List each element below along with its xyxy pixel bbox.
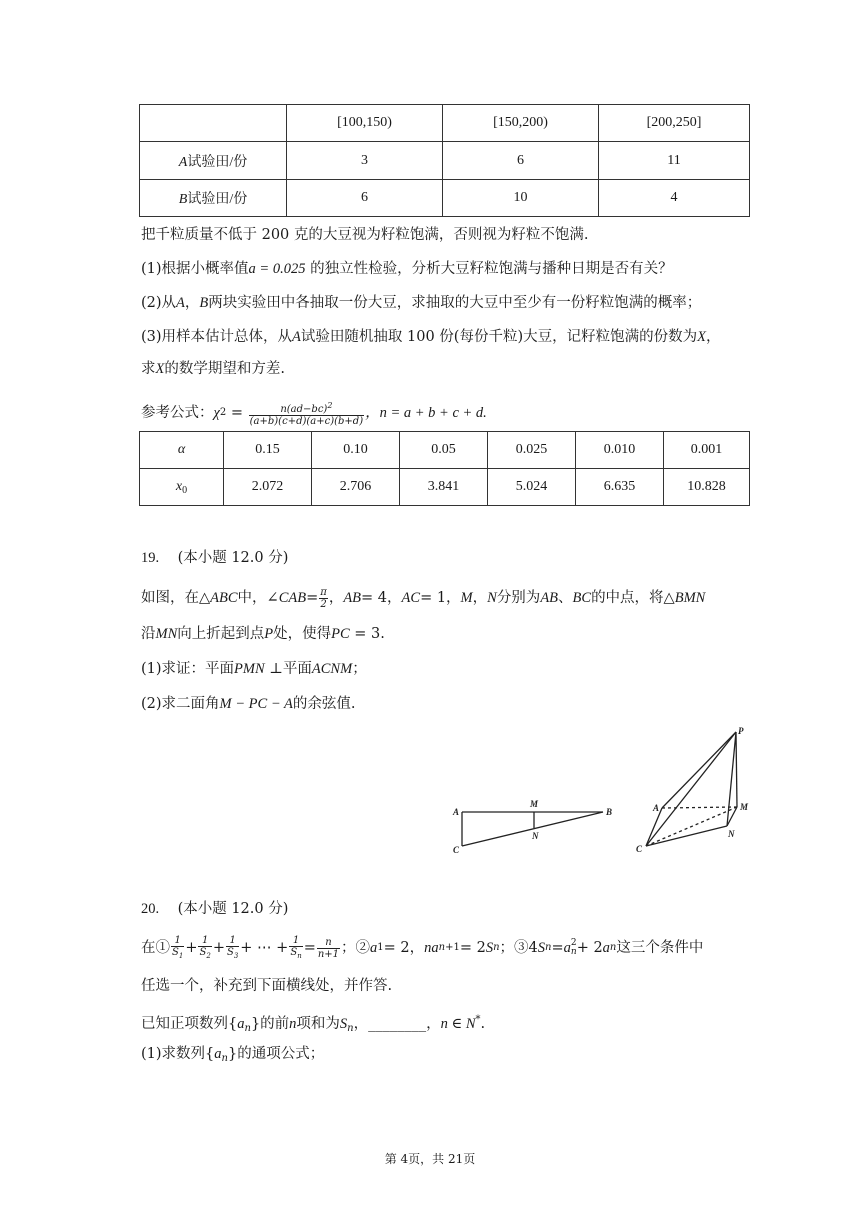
table-cell: 0.010	[576, 432, 664, 469]
table-cell: 6	[287, 180, 443, 217]
page-footer: 第 4页，共 21页	[384, 1152, 476, 1166]
label-P: P	[738, 726, 744, 736]
chi-square-fraction: $\frac{n(ad-bc)^2}{(a+b)(c+d)(a+c)(b+d)}$	[249, 400, 364, 427]
table-cell: 6.635	[576, 469, 664, 506]
x0-label: $x_0$	[140, 469, 224, 506]
label-A: A	[453, 807, 460, 817]
label-C: C	[453, 845, 460, 855]
table-header-cell: [100,150)	[287, 105, 443, 142]
q18-part3-cont: 求X的数学期望和方差.	[141, 361, 285, 377]
q18-part1: (1)根据小概率值a = 0.025 的独立性检验，分析大豆籽粒饱满与播种日期是否有关？	[141, 261, 673, 277]
row-label: A试验田/份	[140, 142, 287, 180]
table-cell: 2.706	[312, 469, 400, 506]
table-cell: 11	[599, 142, 750, 180]
table-cell: 10.828	[664, 469, 750, 506]
q20-part1: (1)求数列$\{a_n\}$的通项公式；	[141, 1046, 325, 1064]
q19-heading: 19. (本小题 12.0 分)	[141, 550, 289, 566]
table-cell: 6	[443, 142, 599, 180]
row-label: B试验田/份	[140, 180, 287, 217]
label-M: M	[530, 799, 539, 809]
answer-blank: ________	[368, 1016, 427, 1032]
critical-value-table	[139, 431, 750, 506]
table-header-cell: [200,250]	[599, 105, 750, 142]
q19-statement: 如图，在△ ABC 中，∠ CAB = $\frac{\pi}{2}$ ， AB = 4， AC = 1， M ， N 分别为 AB 、 BC 的中点，将△ BMN	[141, 586, 706, 610]
folded-pyramid-figure	[646, 732, 737, 846]
table-cell: 0.15	[224, 432, 312, 469]
table-cell: 0.025	[488, 432, 576, 469]
edge-PC	[646, 732, 736, 846]
table-cell: 2.072	[224, 469, 312, 506]
q20-given: 已知正项数列$\{a_n\}$的前n项和为$S_n$，________，n ∈ N*.	[141, 1014, 486, 1034]
q20-heading: 20. (本小题 12.0 分)	[141, 901, 289, 917]
table-cell: 5.024	[488, 469, 576, 506]
reference-formula: 参考公式： χ 2 = $\frac{n(ad-bc)^2}{(a+b)(c+d)(a+c)(b+d)}$ ，n = a + b + c + d.	[141, 400, 487, 427]
table-row	[140, 142, 750, 180]
table-row	[140, 469, 750, 506]
label-C2: C	[636, 844, 643, 854]
q19-figures	[440, 725, 770, 855]
sample-table	[139, 104, 750, 217]
edge-AM-hidden	[662, 807, 737, 808]
q18-part3: (3)用样本估计总体，从A试验田随机抽取 100 份(每份千粒)大豆，记籽粒饱满的份数为X，	[141, 329, 721, 345]
q19-part1: (1)求证：平面PMN ⊥平面ACNM；	[141, 661, 367, 677]
table-cell: 0.001	[664, 432, 750, 469]
q20-instruction: 任选一个，补充到下面横线处，并作答.	[141, 978, 393, 994]
table-header-cell: [150,200)	[443, 105, 599, 142]
table-cell: 4	[599, 180, 750, 217]
q20-conditions: 在① $\frac{1}{S_1}$ + $\frac{1}{S_2}$ + $\frac{1}{S_3}$ + ⋯ + $\frac{1}{S_n}$ = $\frac{n}{n+1}$ ；② a 1 = 2， na n+1 = 2 S n ；③4 S n = a 2 n + 2 a n 这三个条件中	[141, 934, 704, 960]
q19-statement-cont: 沿MN向上折起到点P处，使得PC = 3.	[141, 626, 385, 642]
label-N2: N	[728, 829, 735, 839]
edge-PM	[736, 732, 737, 807]
table-row	[140, 432, 750, 469]
alpha-label: α	[140, 432, 224, 469]
label-M2: M	[740, 802, 749, 812]
label-A2: A	[653, 803, 660, 813]
table-header-cell	[140, 105, 287, 142]
label-N: N	[532, 831, 539, 841]
table-cell: 0.05	[400, 432, 488, 469]
table-row	[140, 180, 750, 217]
plump-definition: 把千粒质量不低于 200 克的大豆视为籽粒饱满，否则视为籽粒不饱满.	[141, 227, 589, 243]
edge-PA	[662, 732, 736, 808]
table-cell: 10	[443, 180, 599, 217]
table-cell: 3	[287, 142, 443, 180]
q18-part2: (2)从A，B两块实验田中各抽取一份大豆，求抽取的大豆中至少有一份籽粒饱满的概率；	[141, 295, 702, 311]
q19-part2: (2)求二面角M − PC − A的余弦值.	[141, 696, 356, 712]
table-cell: 3.841	[400, 469, 488, 506]
table-cell: 0.10	[312, 432, 400, 469]
label-B: B	[606, 807, 613, 817]
